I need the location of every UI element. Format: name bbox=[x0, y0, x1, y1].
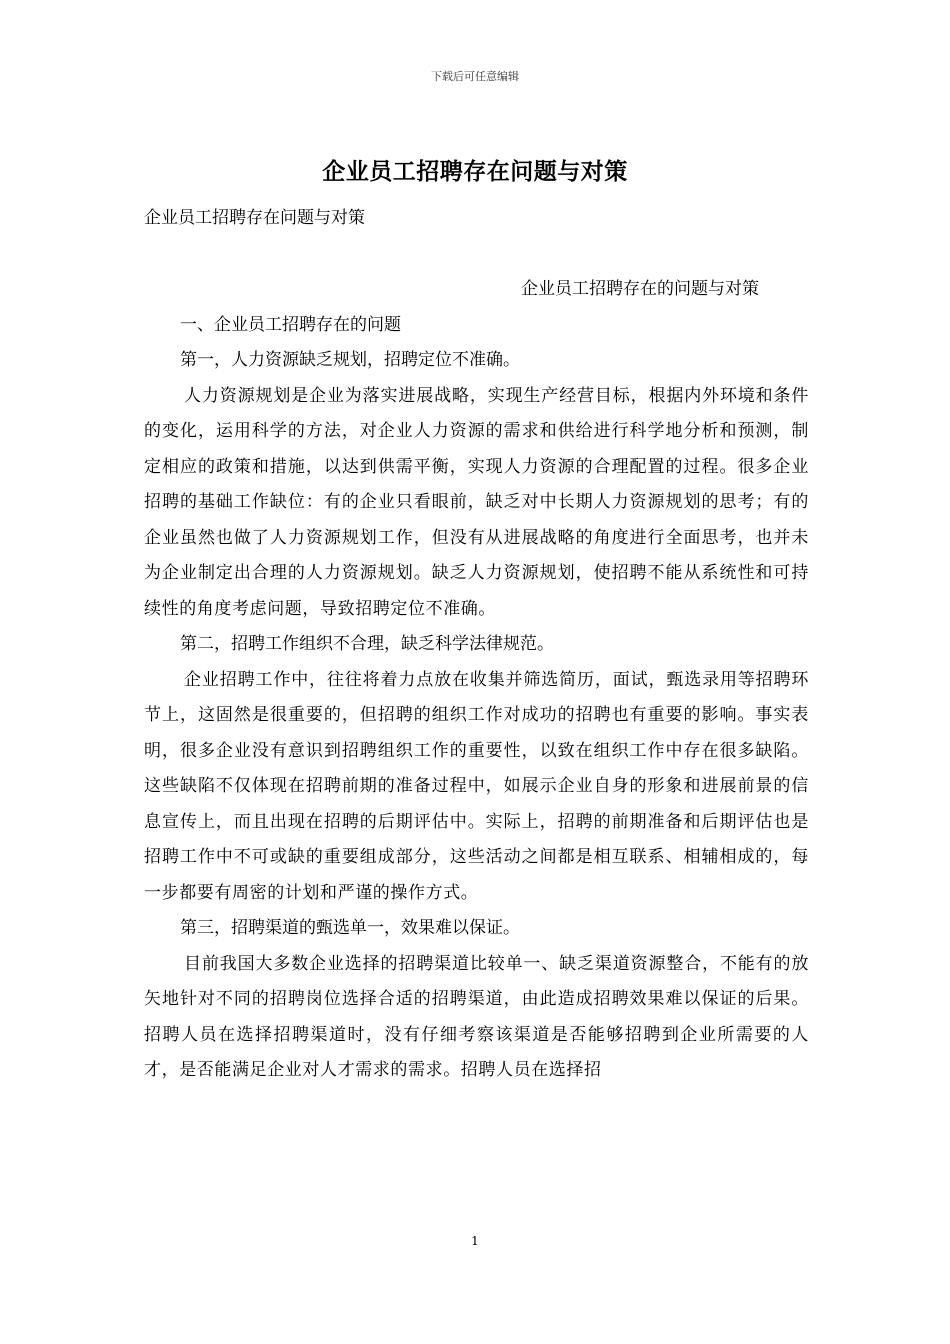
header-note: 下载后可任意编辑 bbox=[431, 70, 519, 83]
point-heading-1: 第一，人力资源缺乏规划，招聘定位不准确。 bbox=[180, 350, 520, 370]
point-heading-2: 第二，招聘工作组织不合理，缺乏科学法律规范。 bbox=[180, 634, 554, 654]
document-body bbox=[144, 272, 809, 1089]
page-number: 1 bbox=[471, 1234, 479, 1248]
point-heading-3: 第三，招聘渠道的甄选单一，效果难以保证。 bbox=[180, 918, 520, 938]
point-paragraph-1: 人力资源规划是企业为落实进展战略，实现生产经营目标，根据内外环境和条件的变化，运用科学的方法，对企业人力资源的需求和供给进行科学地分析和预测，制定相应的政策和措施，以达到供需平衡，实现人力资源的合理配置的过程。很多企业招聘的基础工作缺位：有的企业只看眼前，缺乏对中长期人力资源规划的思考；有的企业虽然也做了人力资源规划工作，但没有从进展战略的角度进行全面思考，也并未为企业制定出合理的人力资源规划。缺乏人力资源规划，使招聘不能从系统性和可持续性的角度考虑问题，导致招聘定位不准确。 bbox=[144, 385, 809, 619]
point-paragraph-2: 企业招聘工作中，往往将着力点放在收集并筛选简历，面试，甄选录用等招聘环节上，这固然是很重要的，但招聘的组织工作对成功的招聘也有重要的影响。事实表明，很多企业没有意识到招聘组织工作的重要性，以致在组织工作中存在很多缺陷。这些缺陷不仅体现在招聘前期的准备过程中，如展示企业自身的形象和进展前景的信息宣传上，而且出现在招聘的后期评估中。实际上，招聘的前期准备和后期评估也是招聘工作中不可或缺的重要组成部分，这些活动之间都是相互联系、相辅相成的，每一步都要有周密的计划和严谨的操作方式。 bbox=[144, 669, 809, 903]
point-paragraph-3: 目前我国大多数企业选择的招聘渠道比较单一、缺乏渠道资源整合，不能有的放矢地针对不同的招聘岗位选择合适的招聘渠道，由此造成招聘效果难以保证的后果。招聘人员在选择招聘渠道时，没有仔细考察该渠道是否能够招聘到企业所需要的人才，是否能满足企业对人才需求的需求。招聘人员在选择招 bbox=[144, 953, 809, 1080]
document-subtitle: 企业员工招聘存在问题与对策 bbox=[144, 208, 365, 228]
section-heading: 一、企业员工招聘存在的问题 bbox=[180, 314, 401, 335]
document-title: 企业员工招聘存在问题与对策 bbox=[322, 158, 628, 185]
right-aligned-heading: 企业员工招聘存在的问题与对策 bbox=[521, 279, 759, 299]
